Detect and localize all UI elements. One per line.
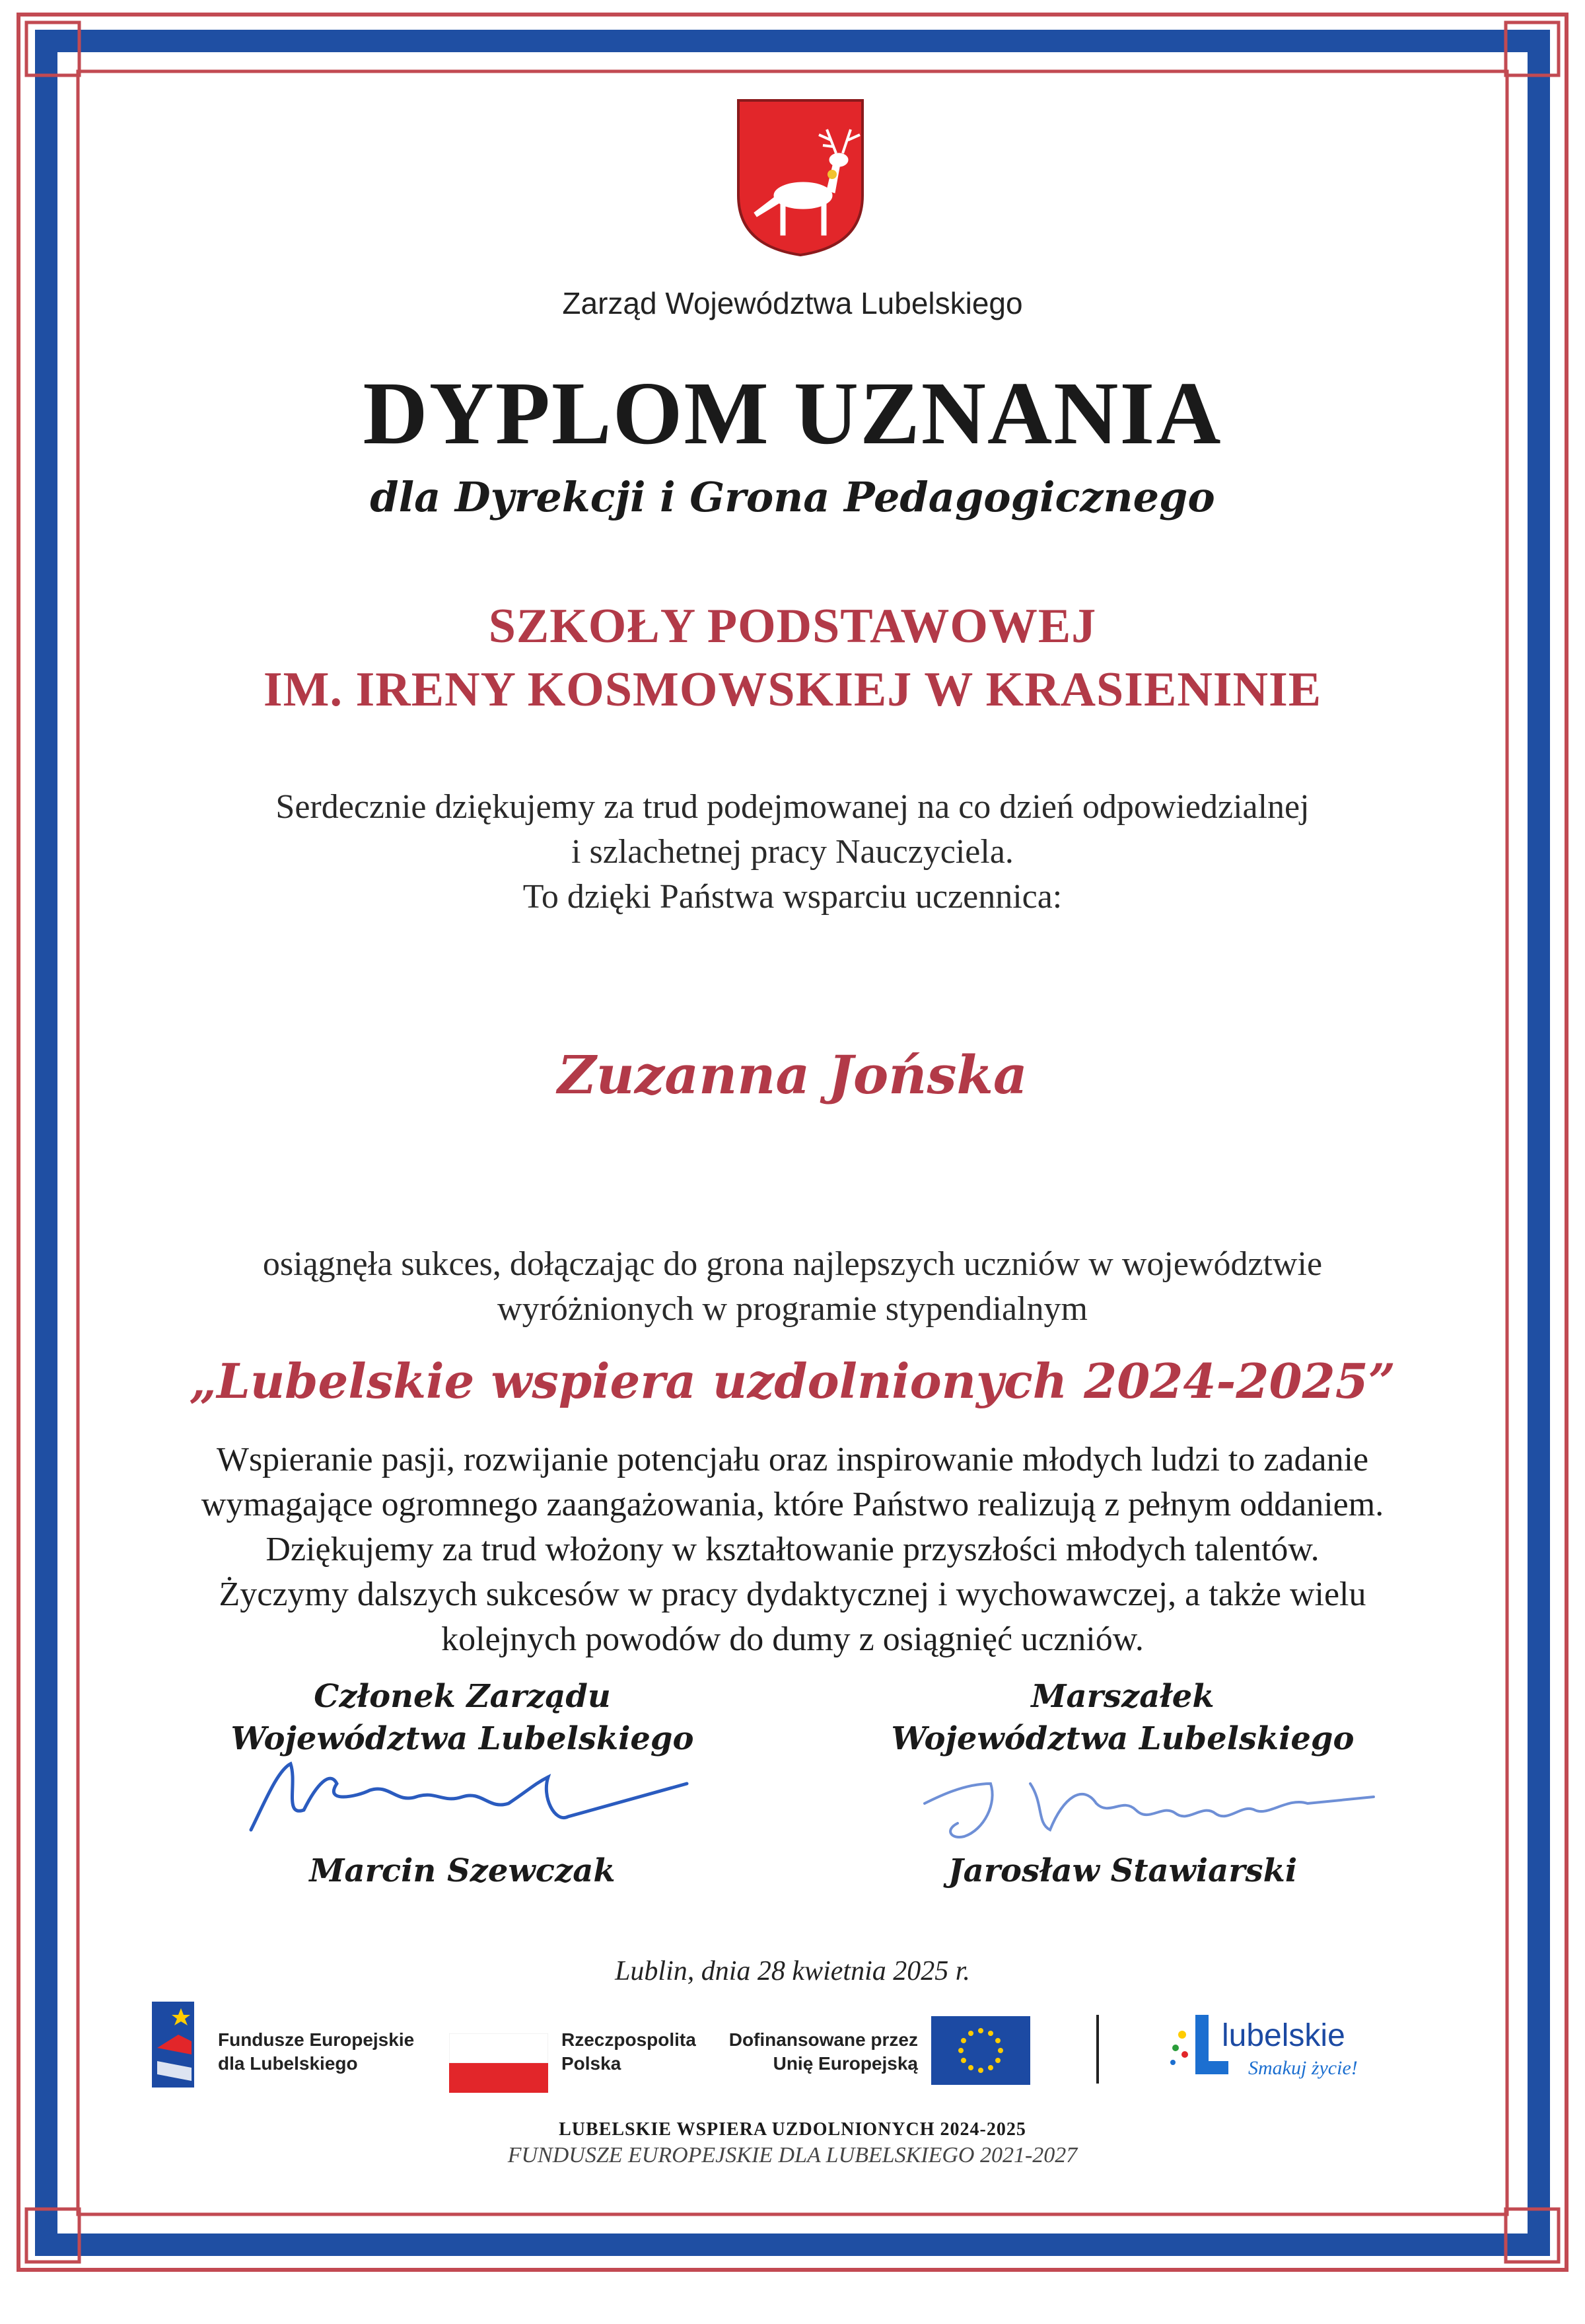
- lubelskie-logo-name: lubelskie: [1222, 2018, 1345, 2053]
- place-and-date: Lublin, dnia 28 kwietnia 2025 r.: [615, 1956, 970, 1986]
- left-handwritten-signature: [238, 1744, 700, 1856]
- right-signatory-name: Jarosław Stawiarski: [948, 1852, 1298, 1889]
- achievement-line1: osiągnęła sukces, dołączając do grona najlepszych uczniów w województwie: [262, 1245, 1323, 1283]
- rp-line2: Polska: [561, 2053, 621, 2074]
- footer-program-line: LUBELSKIE WSPIERA UZDOLNIONYCH 2024-2025: [559, 2119, 1026, 2140]
- body-line5: kolejnych powodów do dumy z osiągnięć uczniów.: [441, 1620, 1144, 1658]
- diploma-subtitle: dla Dyrekcji i Grona Pedagogicznego: [370, 473, 1215, 521]
- fe-logo-text: [218, 2028, 429, 2076]
- body-line2: wymagające ogromnego zaangażowania, które Państwo realizują z pełnym oddaniem.: [201, 1486, 1384, 1523]
- eu-line2: Unię Europejską: [773, 2053, 918, 2074]
- school-name-line1: SZKOŁY PODSTAWOWEJ: [488, 599, 1097, 653]
- thanks-line3: To dzięki Państwa wsparciu uczennica:: [522, 878, 1063, 916]
- program-name: „Lubelskie wspiera uzdolnionych 2024-2025”: [189, 1353, 1396, 1409]
- issuing-organization: Zarząd Województwa Lubelskiego: [562, 286, 1023, 320]
- rp-logo-text: [561, 2028, 707, 2076]
- right-role-line2: Województwa Lubelskiego: [891, 1720, 1355, 1757]
- funding-logos-row: [152, 2002, 1433, 2094]
- fe-line2: dla Lubelskiego: [218, 2053, 358, 2074]
- right-role-line1: Marszałek: [1031, 1678, 1215, 1715]
- student-name: Zuzanna Jońska: [557, 1044, 1028, 1106]
- eu-line1: Dofinansowane przez: [728, 2029, 918, 2050]
- diploma-title: DYPLOM UZNANIA: [363, 364, 1222, 463]
- lubelskie-tagline: Smakuj życie!: [1248, 2057, 1358, 2079]
- school-name-line2: IM. IRENY KOSMOWSKIEJ W KRASIENINIE: [263, 663, 1322, 717]
- body-line4: Życzymy dalszych sukcesów w pracy dydaktycznej i wychowawczej, a także wielu: [219, 1576, 1366, 1613]
- footer-funds-line: FUNDUSZE EUROPEJSKIE DLA LUBELSKIEGO 2021-2027: [507, 2143, 1078, 2167]
- fe-line1: Fundusze Europejskie: [218, 2029, 415, 2050]
- eu-logo-text: [720, 2028, 918, 2076]
- rp-line1: Rzeczpospolita: [561, 2029, 696, 2050]
- body-line3: Dziękujemy za trud włożony w kształtowanie przyszłości młodych talentów.: [265, 1531, 1320, 1568]
- left-signatory-name: Marcin Szewczak: [309, 1852, 616, 1889]
- right-handwritten-signature: [911, 1757, 1387, 1856]
- achievement-line2: wyróżnionych w programie stypendialnym: [497, 1290, 1088, 1328]
- polish-flag-icon: [449, 2033, 548, 2093]
- achievement-paragraph: [132, 1242, 1453, 1332]
- body-paragraph: [132, 1437, 1453, 1662]
- left-role-line2: Województwa Lubelskiego: [230, 1720, 694, 1757]
- eu-flag-icon: [931, 2016, 1030, 2085]
- school-name: [132, 595, 1453, 721]
- fe-logo-icon: [152, 2002, 205, 2088]
- body-line1: Wspieranie pasji, rozwijanie potencjału oraz inspirowanie młodych ludzi to zadanie: [216, 1441, 1369, 1478]
- coat-of-arms-emblem: [734, 96, 866, 258]
- thanks-line2: i szlachetnej pracy Nauczyciela.: [571, 833, 1014, 871]
- logo-divider: [1096, 2015, 1099, 2084]
- thanks-line1: Serdecznie dziękujemy za trud podejmowanej na co dzień odpowiedzialnej: [275, 788, 1310, 826]
- right-signatory-role: [872, 1675, 1374, 1760]
- thanks-paragraph: [132, 785, 1453, 920]
- left-role-line1: Członek Zarządu: [314, 1678, 611, 1715]
